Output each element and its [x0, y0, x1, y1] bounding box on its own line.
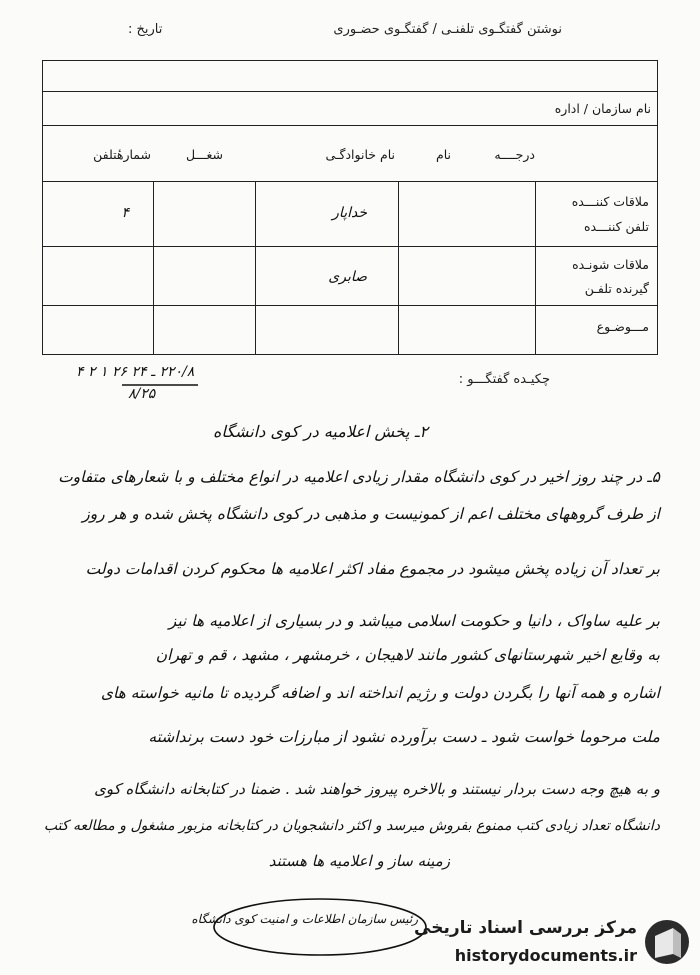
body-line: بر تعداد آن زیاده پخش میشود در مجموع مفاد اکثر اعلامیه ها محکوم کردن اقدامات دولت [85, 560, 660, 578]
body-line: اشاره و همه آنها را بگردن دولت و رژیم انداخته اند و اضافه گردیده تا مانیه خواسته های [100, 684, 660, 702]
table-rule [43, 246, 657, 247]
row-callee-1: ملاقات شونـده [572, 257, 649, 272]
column-rule [153, 181, 154, 354]
col-first-name: نام [435, 147, 451, 162]
reference-number-2: ۸/۲۵ [128, 386, 156, 402]
table-rule [43, 91, 657, 92]
form-table [42, 60, 658, 355]
caller-name: خداپار [332, 205, 367, 221]
table-rule [43, 181, 657, 182]
watermark-url: historydocuments.ir [454, 946, 637, 965]
body-line: دانشگاه تعداد زیادی کتب ممنوع بفروش میرسد و اکثر دانشجویان در کتابخانه مزبور مشغول و مطالعه کتب [43, 818, 660, 834]
col-rank: درجــــه [494, 147, 535, 162]
table-rule [43, 125, 657, 126]
col-last-name: نام خانوادگـی [325, 147, 395, 162]
form-title: نوشتن گفتگـوی تلفنـی / گفتگـوی حضـوری [333, 22, 562, 37]
row-subject: مـــوضـوع [596, 319, 649, 334]
row-caller-1: ملاقات کننـــده [571, 194, 649, 209]
summary-heading: ۲ـ پخش اعلامیه در کوی دانشگاه [212, 422, 428, 441]
watermark-title: مرکز بررسی اسناد تاریخی [414, 918, 637, 938]
summary-label: چکیـده گفتگـــو : [458, 372, 550, 387]
col-phone: شمارهٔتلفن [93, 147, 151, 162]
body-line: و به هیچ وجه دست بردار نیستند و بالاخره پیروز خواهند شد . ضمنا در کتابخانه دانشگاه کوی [94, 780, 660, 798]
col-job: شغـــل [186, 147, 223, 162]
watermark [415, 912, 695, 972]
reference-underline [120, 382, 200, 388]
body-line: ملت مرحوما خواست شود ـ دست برآورده نشود از مبارزات خود دست برنداشته [148, 728, 660, 746]
signature-oval [191, 892, 432, 962]
body-line: بر علیه ساواک ، دانیا و حکومت اسلامی میباشد و در بسیاری از اعلامیه ها نیز [168, 612, 660, 630]
row-caller-2: تلفن کننـــده [583, 219, 649, 234]
date-label: تاریخ : [128, 22, 163, 37]
body-line: به وقایع اخیر شهرستانهای کشور مانند لاهیجان ، خرمشهر ، مشهد ، قم و تهران [155, 646, 660, 664]
body-line: از طرف گروههای مختلف اعم از کمونیست و مذهبی در کوی دانشگاه پخش شده و هر روز [82, 505, 660, 523]
reference-number: ۲۲۰/۸ ـ ۲۴ ۲۶ ۱ ۲ ۴ [76, 364, 195, 380]
table-rule [43, 305, 657, 306]
column-rule [535, 181, 536, 354]
column-rule [398, 181, 399, 354]
org-label: نام سازمان / اداره [554, 101, 651, 116]
column-rule [255, 181, 256, 354]
body-line: زمینه ساز و اعلامیه ها هستند [268, 852, 450, 870]
callee-name: صابری [328, 269, 367, 285]
body-line: ۵ـ در چند روز اخیر در کوی دانشگاه مقدار زیادی اعلامیه در انواع مختلف و با شعارهای متفاوت [58, 468, 660, 486]
row-callee-2: گیرنده تلفـن [584, 281, 649, 296]
signature: رئیس سازمان اطلاعات و امنیت کوی دانشگاه [191, 912, 418, 926]
archive-logo-icon [643, 914, 691, 970]
caller-phone: ۴ [121, 205, 129, 221]
